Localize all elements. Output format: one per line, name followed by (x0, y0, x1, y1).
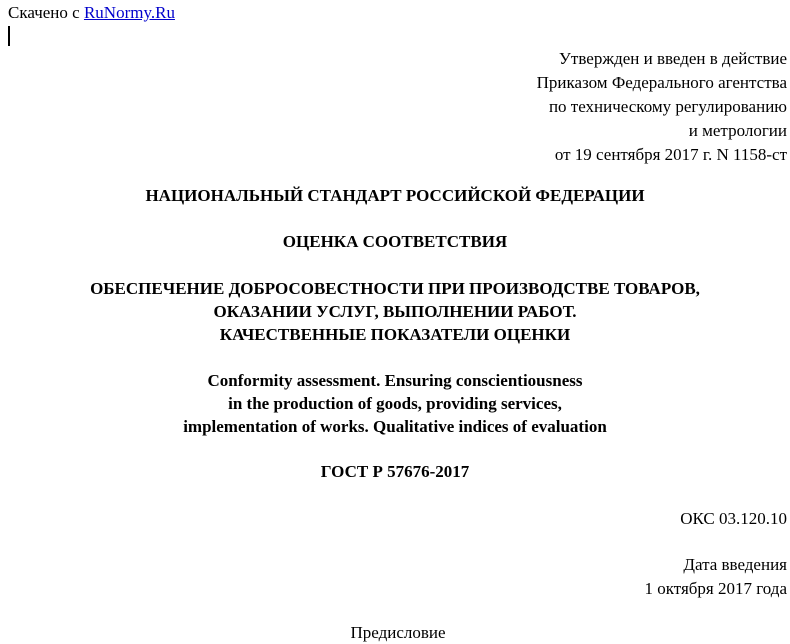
document-title-line: КАЧЕСТВЕННЫЕ ПОКАЗАТЕЛИ ОЦЕНКИ (219, 325, 571, 344)
standard-title: НАЦИОНАЛЬНЫЙ СТАНДАРТ РОССИЙСКОЙ ФЕДЕРАЦИИ (145, 186, 645, 205)
approval-line: по техническому регулированию (548, 97, 787, 116)
document-title-line: ОКАЗАНИИ УСЛУГ, ВЫПОЛНЕНИИ РАБОТ. (213, 302, 577, 321)
english-title-line: in the production of goods, providing services, (228, 394, 562, 413)
approval-line: Утвержден и введен в действие (558, 49, 787, 68)
approval-line: от 19 сентября 2017 г. N 1158-ст (554, 145, 787, 164)
introduction-date-label: Дата введения (683, 555, 787, 574)
text-cursor (8, 26, 10, 46)
section-title: ОЦЕНКА СООТВЕТСТВИЯ (282, 232, 508, 251)
english-title-line: implementation of works. Qualitative indices of evaluation (183, 417, 607, 436)
introduction-date-value: 1 октября 2017 года (644, 579, 787, 598)
approval-line: Приказом Федерального агентства (536, 73, 787, 92)
english-title-line: Conformity assessment. Ensuring conscientiousness (207, 371, 583, 390)
foreword-heading: Предисловие (350, 623, 446, 642)
approval-line: и метрологии (688, 121, 787, 140)
approval-block (537, 47, 787, 167)
runormy-link[interactable]: RuNormy.Ru (83, 3, 175, 22)
download-source-header (8, 3, 175, 23)
gost-number: ГОСТ Р 57676-2017 (320, 462, 470, 481)
document-title (0, 277, 790, 346)
introduction-date (644, 553, 787, 601)
document-title-line: ОБЕСПЕЧЕНИЕ ДОБРОСОВЕСТНОСТИ ПРИ ПРОИЗВОДСТВЕ ТОВАРОВ, (90, 279, 700, 298)
download-source-prefix: Скачено с (8, 3, 84, 22)
oks-code: ОКС 03.120.10 (680, 509, 787, 528)
english-title (0, 369, 790, 438)
